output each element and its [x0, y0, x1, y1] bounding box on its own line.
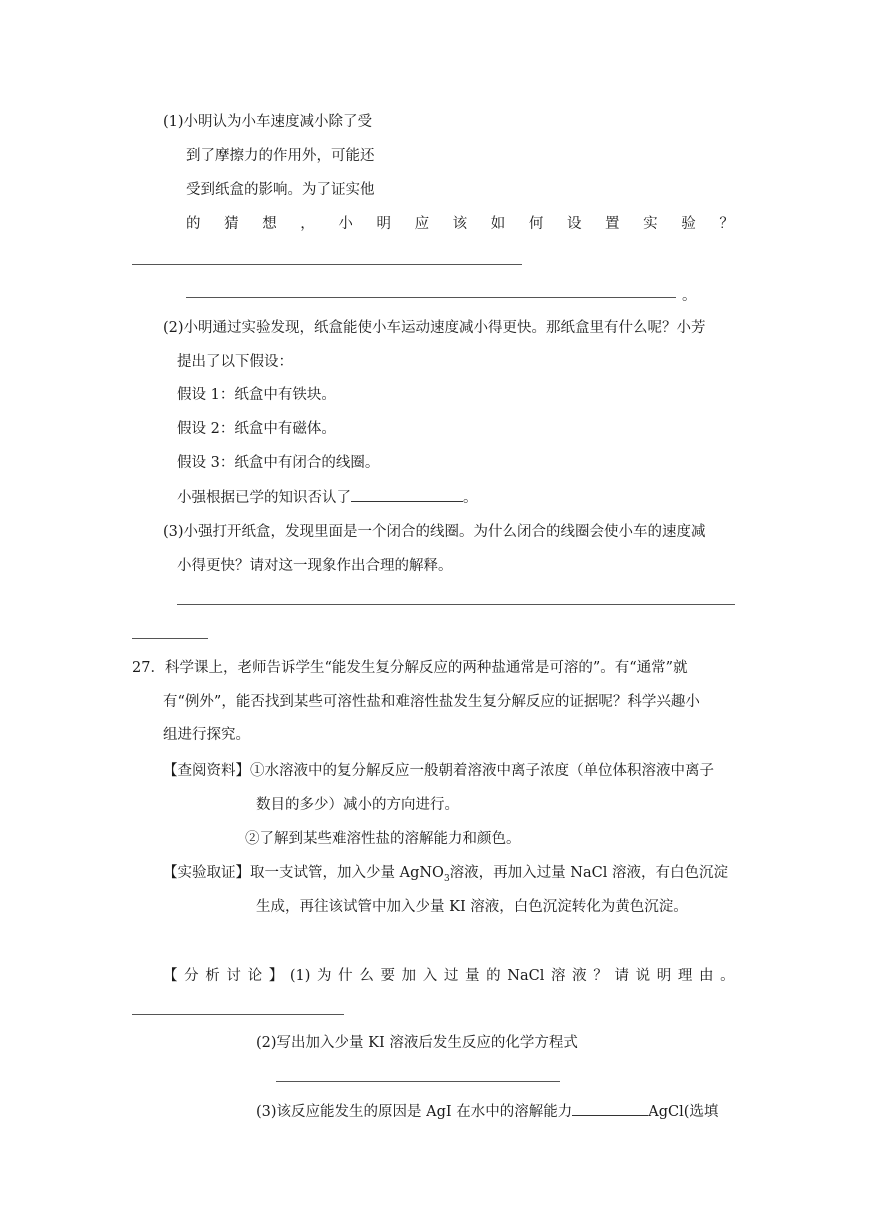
spread-char: 明	[376, 216, 391, 232]
discussion-question1	[163, 966, 735, 986]
spread-char: 验	[681, 216, 696, 232]
spread-char: 想	[262, 216, 277, 232]
spread-char: ？	[719, 216, 734, 232]
subscript: 3	[443, 873, 450, 884]
spread-char: 分	[184, 968, 199, 984]
answer-line[interactable]	[186, 297, 676, 298]
spread-char: 【	[163, 968, 178, 984]
experiment-row1	[163, 863, 728, 889]
spread-char: 请	[614, 968, 629, 984]
q26-part1-line2: 到了摩擦力的作用外，可能还	[186, 148, 375, 164]
q26-part1-line4	[186, 214, 734, 234]
experiment-text-a: 取一支试管，加入少量 AgNO	[250, 865, 444, 881]
spread-char: 何	[528, 216, 544, 232]
spread-char: 什	[338, 968, 353, 984]
spread-char: 的	[486, 968, 501, 984]
answer-line[interactable]	[132, 638, 208, 639]
deny-suffix: 。	[463, 490, 478, 506]
spread-char: 实	[643, 216, 658, 232]
research-row1	[163, 761, 714, 781]
hypothesis-3: 假设 3：纸盒中有闭合的线圈。	[177, 455, 380, 471]
spread-char: 讨	[226, 968, 241, 984]
spread-char: 液	[572, 968, 587, 984]
q26-part1-line3: 受到纸盒的影响。为了证实他	[186, 182, 375, 198]
research-tag: 【查阅资料】	[163, 763, 250, 779]
spread-char: 为	[317, 968, 332, 984]
answer-blank[interactable]	[351, 487, 463, 502]
spread-char: 由	[699, 968, 714, 984]
spread-char: 设	[566, 216, 582, 232]
q3-suffix: AgCl(选填	[648, 1104, 719, 1120]
spread-char: 该	[452, 216, 468, 232]
spread-char: 明	[656, 968, 672, 984]
spread-char: 置	[605, 216, 620, 232]
spread-char: (1)	[289, 968, 311, 984]
q27-line1: 27．科学课上，老师告诉学生“能发生复分解反应的两种盐通常是可溶的”。有“通常”就	[132, 660, 688, 676]
experiment-text-b: 溶液，再加入过量 NaCl 溶液，有白色沉淀	[449, 865, 728, 881]
spread-char: 。	[720, 968, 735, 984]
spread-char: 过	[443, 968, 459, 984]
q26-part2-line1: (2)小明通过实验发现，纸盒能使小车运动速度减小得更快。那纸盒里有什么呢？小芳	[163, 320, 706, 336]
spread-char: 加	[401, 968, 417, 984]
q26-part3-line1: (3)小强打开纸盒，发现里面是一个闭合的线圈。为什么闭合的线圈会使小车的速度减	[163, 524, 706, 540]
experiment-tag: 【实验取证】	[163, 865, 250, 881]
experiment-row2: 生成，再往该试管中加入少量 KI 溶液，白色沉淀转化为黄色沉淀。	[256, 899, 688, 915]
spread-char: 如	[490, 216, 506, 232]
discussion-question3	[256, 1101, 718, 1122]
spread-char: ，	[300, 216, 315, 232]
answer-blank[interactable]	[572, 1101, 648, 1116]
spread-char: 理	[677, 968, 693, 984]
spread-char: 说	[635, 968, 651, 984]
discussion-question2: (2)写出加入少量 KI 溶液后发生反应的化学方程式	[256, 1035, 578, 1051]
spread-char: 入	[422, 968, 438, 984]
answer-line[interactable]	[132, 1014, 344, 1015]
hypothesis-2: 假设 2：纸盒中有磁体。	[177, 421, 336, 437]
period-mark: 。	[682, 288, 697, 304]
answer-line[interactable]	[177, 604, 735, 605]
spread-char: 量	[465, 968, 480, 984]
q27-line2: 有“例外”，能否找到某些可溶性盐和难溶性盐发生复分解反应的证据呢？科学兴趣小	[163, 694, 700, 710]
q26-part2-line2: 提出了以下假设：	[177, 354, 293, 370]
spread-char: ？	[593, 968, 608, 984]
research-item1b: 数目的多少）减小的方向进行。	[256, 797, 459, 813]
research-item1a: ①水溶液中的复分解反应一般朝着溶液中离子浓度（单位体积溶液中离子	[250, 763, 714, 779]
spread-char: 么	[359, 968, 374, 984]
spread-char: 要	[380, 968, 395, 984]
deny-sentence	[177, 487, 478, 508]
answer-line[interactable]	[276, 1081, 560, 1082]
answer-line[interactable]	[132, 264, 522, 265]
q3-prefix: (3)该反应能发生的原因是 AgI 在水中的溶解能力	[256, 1104, 573, 1120]
q27-line3: 组进行探究。	[163, 727, 250, 743]
spread-char: NaCl	[507, 968, 545, 984]
spread-char: 溶	[551, 968, 566, 984]
spread-char: 小	[338, 216, 353, 232]
spread-char: 】	[268, 968, 284, 984]
deny-prefix: 小强根据已学的知识否认了	[177, 490, 351, 506]
spread-char: 论	[247, 968, 263, 984]
spread-char: 的	[186, 216, 201, 232]
spread-char: 析	[205, 968, 220, 984]
q26-part3-line2: 小得更快？请对这一现象作出合理的解释。	[177, 558, 453, 574]
spread-char: 猜	[224, 216, 239, 232]
hypothesis-1: 假设 1：纸盒中有铁块。	[177, 387, 336, 403]
research-item2: ②了解到某些难溶性盐的溶解能力和颜色。	[245, 831, 521, 847]
q26-part1-line1: (1)小明认为小车速度减小除了受	[163, 114, 373, 130]
spread-char: 应	[414, 216, 430, 232]
